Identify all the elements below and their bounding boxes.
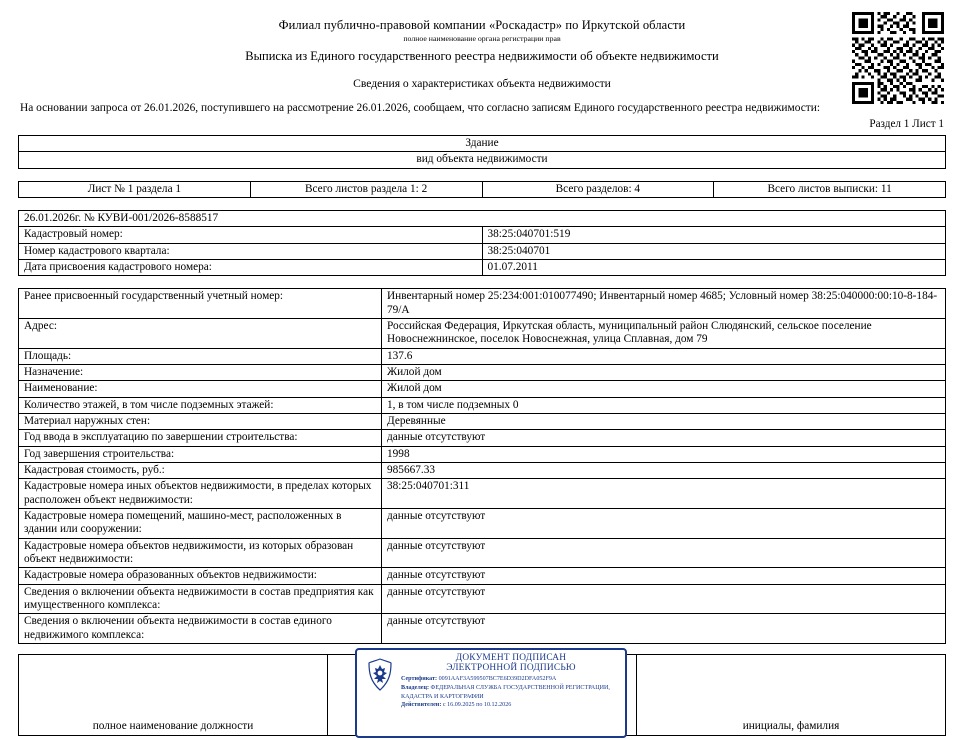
row-value: Жилой дом	[382, 381, 946, 397]
row-label: Год завершения строительства:	[19, 446, 382, 462]
row-value: данные отсутствуют	[382, 568, 946, 584]
row-value: 38:25:040701:519	[482, 227, 946, 243]
validity-value: с 16.09.2025 по 10.12.2026	[442, 702, 512, 709]
signature-area	[18, 654, 946, 740]
table-row	[19, 181, 946, 197]
qr-code-icon	[852, 12, 944, 104]
document-number-row: 26.01.2026г. № КУВИ-001/2026-8588517	[19, 210, 946, 226]
object-characteristics-table	[18, 288, 946, 644]
table-row	[19, 568, 946, 584]
row-label: Год ввода в эксплуатацию по завершении строительства:	[19, 430, 382, 446]
row-value: данные отсутствуют	[382, 584, 946, 614]
row-label: Количество этажей, в том числе подземных этажей:	[19, 397, 382, 413]
row-value: 985667.33	[382, 462, 946, 478]
table-row	[19, 479, 946, 509]
row-value: 01.07.2011	[482, 259, 946, 275]
position-caption: полное наименование должности	[19, 654, 328, 735]
object-type-value: Здание	[19, 136, 946, 152]
stamp-certificate	[401, 675, 621, 684]
row-value: 1998	[382, 446, 946, 462]
row-label: Дата присвоения кадастрового номера:	[19, 259, 483, 275]
table-row	[19, 364, 946, 380]
row-value: 38:25:040701	[482, 243, 946, 259]
table-row	[19, 446, 946, 462]
name-caption: инициалы, фамилия	[637, 654, 946, 735]
table-row	[19, 210, 946, 226]
cadastral-top-table	[18, 210, 946, 276]
row-value: 1, в том числе подземных 0	[382, 397, 946, 413]
row-value: Жилой дом	[382, 364, 946, 380]
table-row	[19, 413, 946, 429]
row-value: Российская Федерация, Иркутская область, муниципальный район Слюдянский, сельское поселение Новоснежнинское, поселок Новоснежная, улица Сплавная, дом 79	[382, 318, 946, 348]
table-row	[19, 397, 946, 413]
owner-value: ФЕДЕРАЛЬНАЯ СЛУЖБА ГОСУДАРСТВЕННОЙ РЕГИСТРАЦИИ, КАДАСТРА И КАРТОГРАФИИ	[401, 684, 610, 700]
stamp-line-1: ДОКУМЕНТ ПОДПИСАН	[455, 652, 567, 663]
row-value: данные отсутствуют	[382, 614, 946, 644]
row-label: Сведения о включении объекта недвижимости в состав предприятия как имущественного комплекса:	[19, 584, 382, 614]
request-basis-text: На основании запроса от 26.01.2026, поступившего на рассмотрение 26.01.2026, сообщаем, что согласно записям Единого государственного реестра недвижимости:	[20, 102, 821, 114]
row-label: Кадастровые номера образованных объектов недвижимости:	[19, 568, 382, 584]
table-row	[19, 462, 946, 478]
row-value: данные отсутствуют	[382, 430, 946, 446]
row-label: Кадастровые номера помещений, машино-мест, расположенных в здании или сооружении:	[19, 508, 382, 538]
coat-of-arms-icon	[365, 658, 395, 692]
row-value: данные отсутствуют	[382, 538, 946, 568]
table-row	[19, 614, 946, 644]
certificate-value: 0091AAF3A599507BC7E6D39D2DFA052F9A	[438, 675, 557, 682]
table-row	[19, 259, 946, 275]
row-label: Назначение:	[19, 364, 382, 380]
document-title: Выписка из Единого государственного реестра недвижимости об объекте недвижимости	[245, 49, 719, 63]
row-label: Площадь:	[19, 348, 382, 364]
row-value: Деревянные	[382, 413, 946, 429]
table-row	[19, 243, 946, 259]
electronic-signature-stamp	[355, 648, 627, 738]
table-row	[19, 318, 946, 348]
row-label: Наименование:	[19, 381, 382, 397]
table-row	[19, 538, 946, 568]
table-row	[19, 381, 946, 397]
row-label: Кадастровая стоимость, руб.:	[19, 462, 382, 478]
total-sheets: Всего листов выписки: 11	[714, 181, 946, 197]
row-value: данные отсутствуют	[382, 508, 946, 538]
row-label: Сведения о включении объекта недвижимости в состав единого недвижимого комплекса:	[19, 614, 382, 644]
sheets-in-section: Всего листов раздела 1: 2	[250, 181, 482, 197]
organization-name: Филиал публично-правовой компании «Роскадастр» по Иркутской области	[278, 18, 686, 32]
row-value: 38:25:040701:311	[382, 479, 946, 509]
row-label: Кадастровый номер:	[19, 227, 483, 243]
row-value: Инвентарный номер 25:234:001:010077490; Инвентарный номер 4685; Условный номер 38:25:040000:00:10-8-184-79/А	[382, 289, 946, 319]
stamp-line-2: ЭЛЕКТРОННОЙ ПОДПИСЬЮ	[446, 662, 576, 673]
sheet-number: Лист № 1 раздела 1	[19, 181, 251, 197]
section-heading: Сведения о характеристиках объекта недвижимости	[353, 77, 611, 90]
row-label: Номер кадастрового квартала:	[19, 243, 483, 259]
table-row	[19, 136, 946, 152]
row-label: Кадастровые номера иных объектов недвижимости, в пределах которых расположен объект недвижимости:	[19, 479, 382, 509]
row-value: 137.6	[382, 348, 946, 364]
organization-caption: полное наименование органа регистрации прав	[403, 34, 561, 43]
table-row	[19, 348, 946, 364]
certificate-label: Сертификат:	[401, 675, 438, 682]
stamp-owner	[401, 684, 621, 702]
sheet-info-table	[18, 181, 946, 198]
table-row	[19, 227, 946, 243]
total-sections: Всего разделов: 4	[482, 181, 714, 197]
validity-label: Действителен:	[401, 702, 442, 709]
row-label: Материал наружных стен:	[19, 413, 382, 429]
object-type-caption: вид объекта недвижимости	[19, 152, 946, 168]
row-label: Ранее присвоенный государственный учетный номер:	[19, 289, 382, 319]
table-row	[19, 584, 946, 614]
row-label: Кадастровые номера объектов недвижимости, из которых образован объект недвижимости:	[19, 538, 382, 568]
owner-label: Владелец:	[401, 684, 429, 691]
table-row	[19, 152, 946, 168]
table-row	[19, 289, 946, 319]
table-row	[19, 508, 946, 538]
section-page-label: Раздел 1 Лист 1	[869, 118, 944, 130]
table-row	[19, 430, 946, 446]
row-label: Адрес:	[19, 318, 382, 348]
object-type-table	[18, 135, 946, 169]
stamp-validity	[401, 701, 621, 710]
